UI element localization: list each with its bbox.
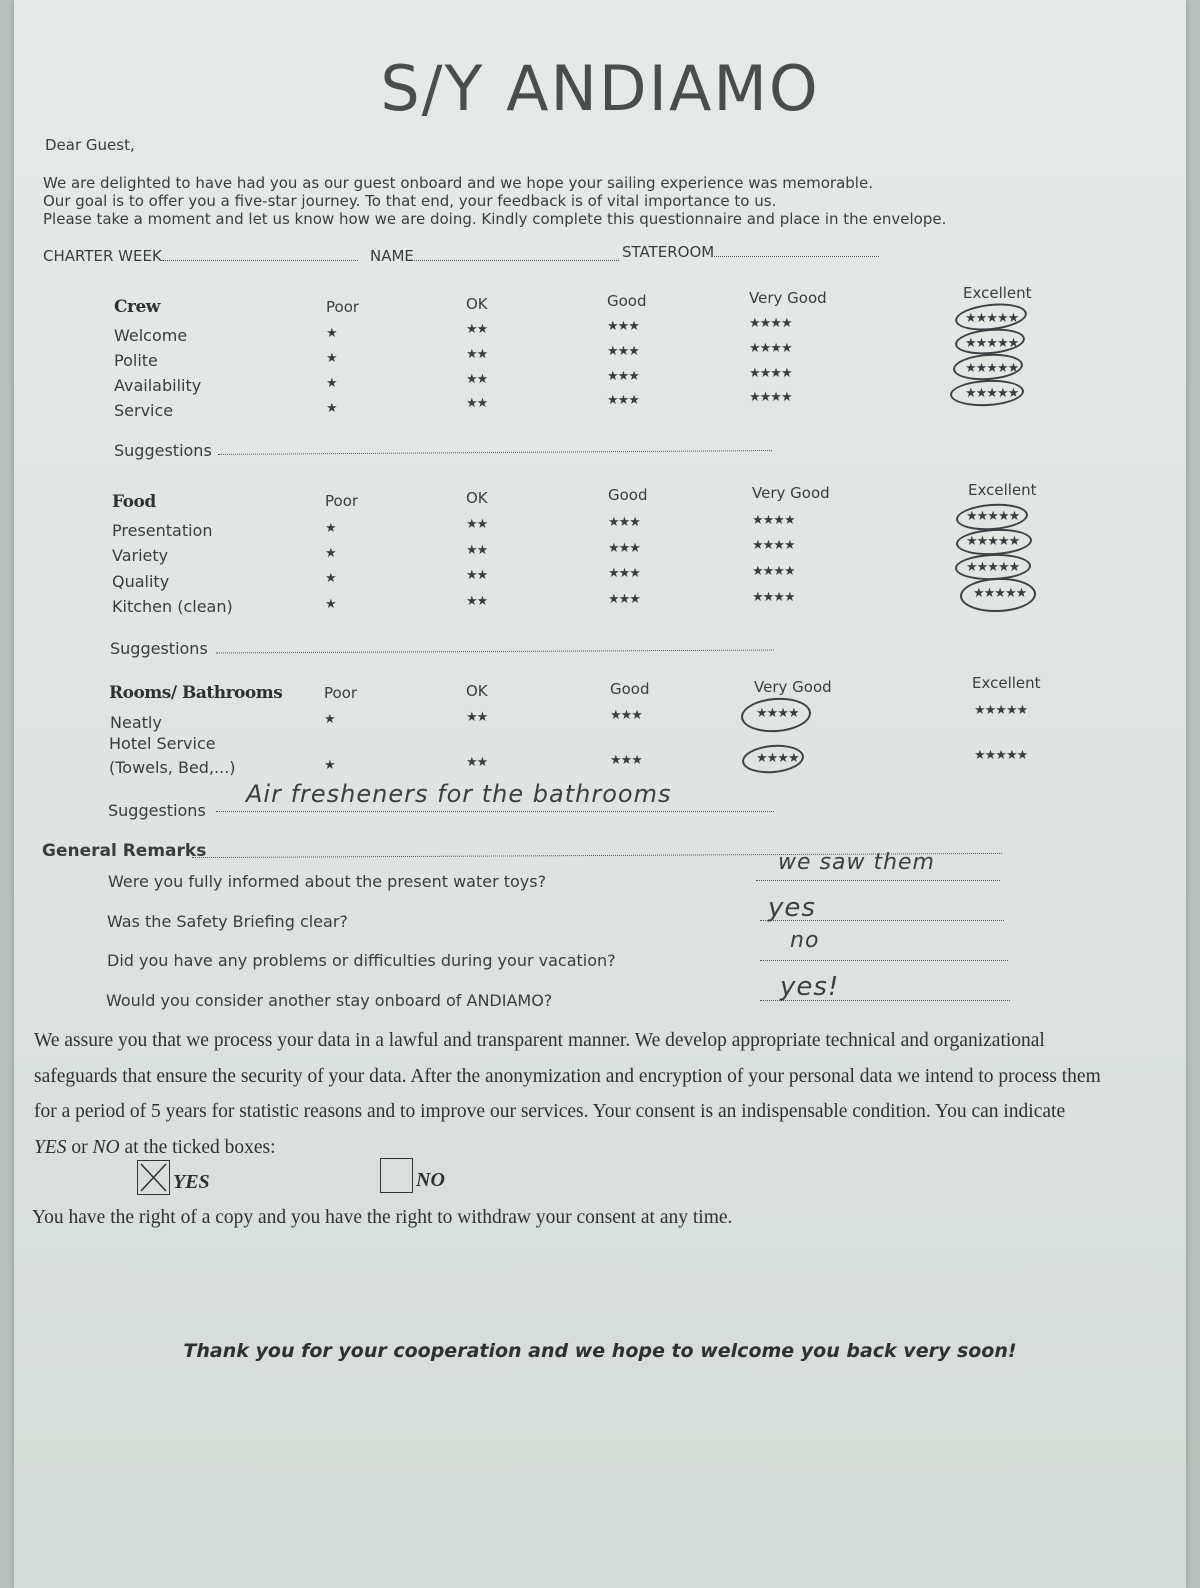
consent-line-1: We assure you that we process your data in a lawful and transparent manner. We develop appropriate technical and organizational [34,1030,1045,1051]
rating-option[interactable]: ★★★★★ [974,703,1028,718]
crew-suggestions-label: Suggestions [114,441,212,460]
col-good: Good [610,680,650,698]
question-safety-briefing: Was the Safety Briefing clear? [107,912,348,931]
col-excellent: Excellent [968,481,1037,499]
thank-you-note: Thank you for your cooperation and we hope to welcome you back very soon! [183,1340,1017,1362]
rating-option[interactable]: ★★★ [610,753,642,768]
rating-option-selected[interactable]: ★★★★ [756,706,799,721]
rating-option[interactable]: ★★★★ [749,366,792,381]
col-good: Good [608,486,648,504]
rooms-row-hotel-service: Hotel Service [109,734,216,753]
rating-option-selected[interactable]: ★★★★ [756,751,799,766]
charter-week-field[interactable] [43,246,358,265]
rating-option[interactable]: ★★★ [607,319,639,334]
rating-option[interactable]: ★ [324,712,335,727]
page-title: S/Y ANDIAMO [380,52,820,125]
rating-option[interactable]: ★★★★ [752,538,795,553]
food-row-variety: Variety [112,546,169,565]
greeting: Dear Guest, [45,136,135,154]
food-row-quality: Quality [112,572,170,591]
rating-option[interactable]: ★★★★ [749,316,792,331]
consent-rest: at the ticked boxes: [119,1137,276,1158]
col-poor: Poor [324,684,358,702]
crew-row-service: Service [114,401,174,420]
general-remarks-title: General Remarks [42,841,207,861]
rating-option[interactable]: ★ [325,597,336,612]
consent-no-checkbox[interactable] [380,1158,413,1193]
rating-option[interactable]: ★★ [466,322,488,337]
rating-option[interactable]: ★★ [466,396,488,411]
intro-line-2: Our goal is to offer you a five-star journey. To that end, your feedback is of vital importance to us. [43,192,777,210]
answer-line[interactable] [760,960,1008,961]
intro-line-1: We are delighted to have had you as our guest onboard and we hope your sailing experience was memorable. [43,174,873,192]
rating-option[interactable]: ★★★★ [752,564,795,579]
consent-no-word: NO [92,1137,120,1158]
consent-or-word: or [66,1137,93,1158]
rooms-row-hotel-service-detail: (Towels, Bed,...) [109,758,236,777]
rating-option[interactable]: ★★ [466,594,488,609]
stateroom-field[interactable] [622,242,879,261]
rating-option[interactable]: ★★★★★ [974,748,1028,763]
consent-line-2: safeguards that ensure the security of your data. After the anonymization and encryption of your personal data we intend to process them [34,1066,1101,1087]
rating-option[interactable]: ★★ [466,710,488,725]
consent-no-label: NO [416,1169,445,1191]
charter-week-line[interactable] [162,246,358,261]
section-title-food: Food [112,492,156,512]
rating-option[interactable]: ★★ [466,517,488,532]
name-label: NAME [370,247,414,265]
col-excellent: Excellent [972,674,1041,692]
crew-row-availability: Availability [114,376,202,395]
stateroom-line[interactable] [714,242,879,257]
food-row-kitchen: Kitchen (clean) [112,597,233,616]
rating-option[interactable]: ★ [326,376,337,391]
rating-option[interactable]: ★ [324,758,335,773]
rating-option[interactable]: ★★★ [607,344,639,359]
col-poor: Poor [326,298,360,316]
rating-option[interactable]: ★ [326,351,337,366]
rating-option-selected[interactable]: ★★★★★ [965,311,1019,326]
charter-week-label: CHARTER WEEK [43,247,162,265]
consent-rights: You have the right of a copy and you have the right to withdraw your consent at any time. [32,1207,733,1228]
col-excellent: Excellent [963,284,1032,302]
answer-line[interactable] [756,880,1000,881]
rating-option-selected[interactable]: ★★★★★ [965,361,1019,376]
rating-option[interactable]: ★★★ [608,566,640,581]
rooms-suggestions-label: Suggestions [108,801,206,820]
rating-option[interactable]: ★ [325,521,336,536]
crew-row-welcome: Welcome [114,326,188,345]
question-water-toys: Were you fully informed about the present water toys? [108,872,547,891]
rating-option[interactable]: ★★★★ [752,513,795,528]
food-row-presentation: Presentation [112,521,213,540]
col-very-good: Very Good [749,289,827,307]
answer-problems[interactable]: no [790,928,820,953]
answer-safety-briefing[interactable]: yes [768,893,816,923]
rating-option[interactable]: ★ [326,326,337,341]
checkmark-x-icon [138,1161,169,1194]
rating-option[interactable]: ★★ [466,755,488,770]
rating-option[interactable]: ★★★ [607,369,639,384]
rating-option-selected[interactable]: ★★★★★ [965,386,1019,401]
rating-option[interactable]: ★★★★ [749,390,792,405]
question-problems: Did you have any problems or difficulties during your vacation? [107,951,616,970]
col-ok: OK [466,489,488,507]
consent-yes-checkbox[interactable] [137,1160,170,1195]
name-line[interactable] [414,246,619,261]
stateroom-label: STATEROOM [622,243,715,261]
intro-line-3: Please take a moment and let us know how we are doing. Kindly complete this questionnaire and place in the envelope. [43,210,947,228]
rating-option-selected[interactable]: ★★★★★ [966,509,1020,524]
rating-option-selected[interactable]: ★★★★★ [966,534,1020,549]
col-poor: Poor [325,492,359,510]
col-very-good: Very Good [754,678,832,696]
rooms-row-neatly: Neatly [110,713,162,732]
rating-option-selected[interactable]: ★★★★★ [966,560,1020,575]
question-another-stay: Would you consider another stay onboard of ANDIAMO? [106,991,553,1010]
rating-option[interactable]: ★★ [466,347,488,362]
col-very-good: Very Good [752,484,830,502]
rating-option-selected[interactable]: ★★★★★ [973,586,1027,601]
consent-yes-word: YES [34,1137,67,1158]
rating-option[interactable]: ★★★★ [749,341,792,356]
section-title-crew: Crew [114,297,160,317]
rating-option[interactable]: ★★★ [608,541,640,556]
rating-option[interactable]: ★★ [466,372,488,387]
rating-option[interactable]: ★ [325,571,336,586]
rating-option[interactable]: ★ [326,401,337,416]
rating-option[interactable]: ★★★ [608,592,640,607]
rooms-suggestions-answer[interactable]: Air fresheners for the bathrooms [246,780,672,808]
rating-option[interactable]: ★★★★ [752,590,795,605]
food-suggestions-label: Suggestions [110,639,208,658]
rating-option[interactable]: ★ [325,546,336,561]
section-title-rooms: Rooms/ Bathrooms [109,683,283,703]
rating-option[interactable]: ★★★ [607,393,639,408]
answer-water-toys[interactable]: we saw them [778,850,935,875]
consent-line-3: for a period of 5 years for statistic reasons and to improve our services. Your consent is an indispensable condition. You can indicate [34,1101,1066,1122]
rating-option[interactable]: ★★ [466,543,488,558]
rating-option[interactable]: ★★ [466,568,488,583]
col-good: Good [607,292,647,310]
rating-option[interactable]: ★★★ [608,515,640,530]
rooms-suggestions-line[interactable] [216,811,774,812]
rating-option[interactable]: ★★★ [610,708,642,723]
rating-option-selected[interactable]: ★★★★★ [965,336,1019,351]
consent-line-4 [34,1137,276,1159]
consent-yes-label: YES [173,1171,210,1193]
crew-row-polite: Polite [114,351,158,370]
col-ok: OK [466,295,488,313]
answer-another-stay[interactable]: yes! [780,972,840,1002]
name-field[interactable] [370,246,619,265]
col-ok: OK [466,682,488,700]
